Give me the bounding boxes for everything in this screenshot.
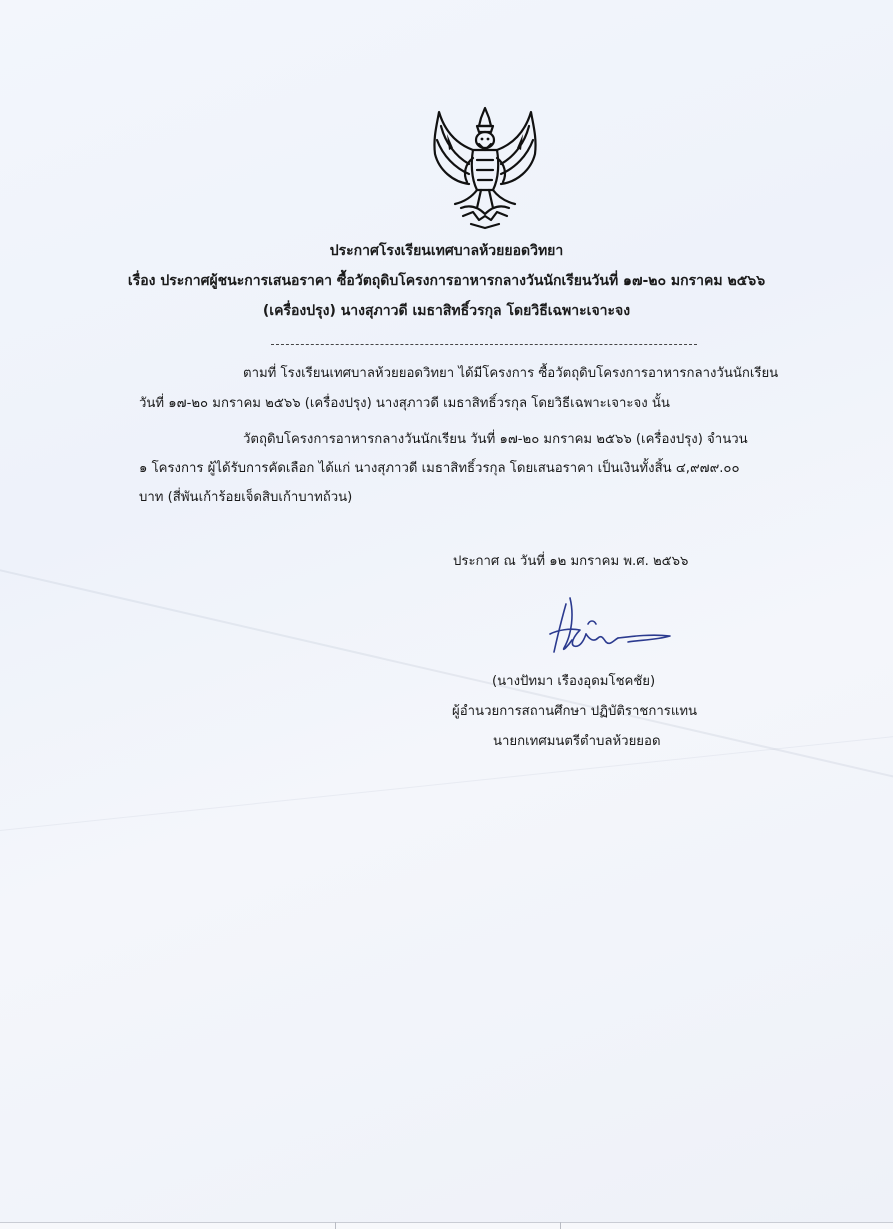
scan-edge-mark	[560, 1222, 561, 1229]
signatory-position-continued: นายกเทศมนตรีตำบลห้วยยอด	[493, 734, 661, 749]
scan-fold-line	[0, 560, 893, 787]
scan-fold-line	[0, 725, 893, 831]
body-line: ตามที่ โรงเรียนเทศบาลห้วยยอดวิทยา ได้มีโครงการ ซื้อวัตถุดิบโครงการอาหารกลางวันนักเรียน	[243, 366, 779, 381]
body-line: บาท (สี่พันเก้าร้อยเจ็ดสิบเก้าบาทถ้วน)	[139, 490, 353, 505]
body-line: ๑ โครงการ ผู้ได้รับการคัดเลือก ได้แก่ นางสุภาวดี เมธาสิทธิ์วรกุล โดยเสนอราคา เป็นเงินทั้งสิ้น ๔,๙๗๙.๐๐	[139, 461, 740, 476]
scan-bottom-edge	[0, 1222, 893, 1229]
announcement-title: ประกาศโรงเรียนเทศบาลห้วยยอดวิทยา	[329, 243, 564, 259]
scan-edge-mark	[335, 1222, 336, 1229]
handwritten-signature	[544, 594, 674, 666]
signatory-position: ผู้อำนวยการสถานศึกษา ปฏิบัติราชการแทน	[452, 704, 698, 719]
announcement-subject-continued: (เครื่องปรุง) นางสุภาวดี เมธาสิทธิ์วรกุล โดยวิธีเฉพาะเจาะจง	[262, 303, 631, 319]
signatory-name: (นางปัทมา เรืองอุดมโชคชัย)	[492, 674, 656, 689]
announcement-date: ประกาศ ณ วันที่ ๑๒ มกราคม พ.ศ. ๒๕๖๖	[453, 554, 689, 569]
body-line: วัตถุดิบโครงการอาหารกลางวันนักเรียน วันที่ ๑๗-๒๐ มกราคม ๒๕๖๖ (เครื่องปรุง) จำนวน	[243, 432, 748, 447]
garuda-emblem-icon	[427, 104, 543, 234]
separator-dashed-line	[271, 344, 697, 345]
announcement-subject: เรื่อง ประกาศผู้ชนะการเสนอราคา ซื้อวัตถุดิบโครงการอาหารกลางวันนักเรียนวันที่ ๑๗-๒๐ มกราคม ๒๕๖๖	[127, 273, 766, 289]
body-line: วันที่ ๑๗-๒๐ มกราคม ๒๕๖๖ (เครื่องปรุง) นางสุภาวดี เมธาสิทธิ์วรกุล โดยวิธีเฉพาะเจาะจง นั้น	[139, 396, 670, 411]
